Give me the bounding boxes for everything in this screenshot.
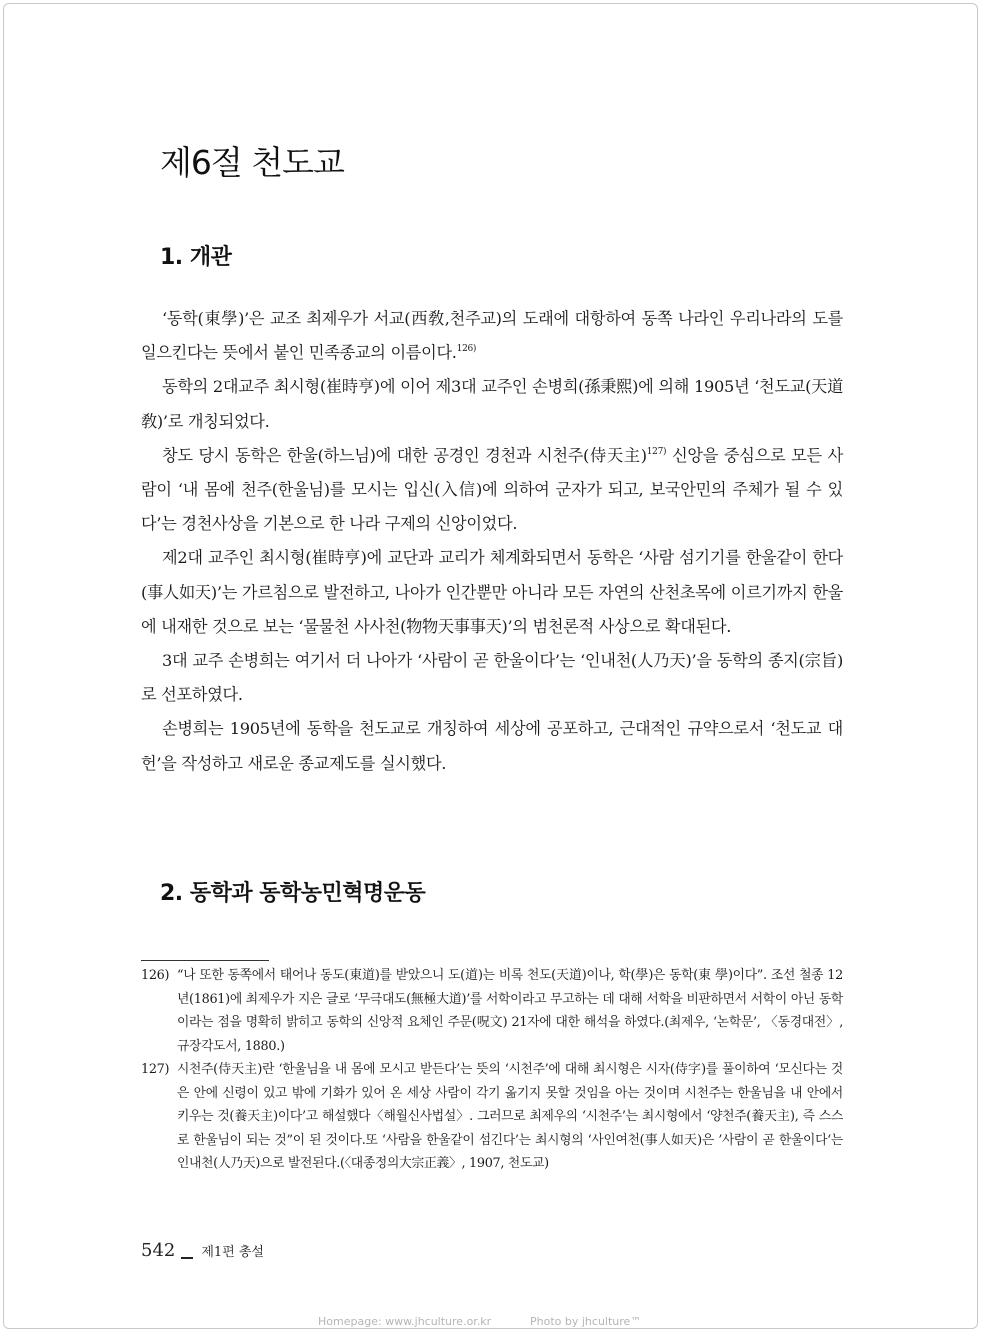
section-heading-donghak: 2. 동학과 동학농민혁명운동	[160, 881, 426, 906]
paragraph	[141, 302, 843, 370]
page-footer	[141, 1240, 264, 1261]
footnote-126	[141, 964, 843, 1058]
paragraph-text: 창도 당시 동학은 한울(하느님)에 대한 공경인 경천과 시천주(侍天主)	[162, 445, 647, 465]
part-label: 제1편 총설	[201, 1245, 264, 1260]
footnote-divider	[141, 960, 269, 961]
footnote-text: “나 또한 동쪽에서 태어나 동도(東道)를 받았으니 도(道)는 비록 천도(天道)이나, 학(學)은 동학(東 學)이다”. 조선 철종 12년(1861)에 최제우가 지은 글로 ‘무극대도(無極大道)’를 서학이라고 무고하는 데 대해 서학을 비판하면서 서학이 아닌 동학이라는 점을 명확히 밝히고 동학의 신앙적 요체인 주문(呪文) 21자에 대한 해석을 하였다.(최제우, ‘논학문’, 〈동경대전〉, 규장각도서, 1880.)	[177, 968, 843, 1054]
section-heading-overview: 1. 개관	[160, 245, 232, 270]
footnote-ref-127[interactable]: 127)	[646, 446, 667, 457]
paragraph: 3대 교주 손병희는 여기서 더 나아가 ‘사람이 곧 한울이다’는 ‘인내천(人乃天)’을 동학의 종지(宗旨)로 선포하였다.	[141, 651, 843, 705]
paragraph: 제2대 교주인 최시형(崔時亨)에 교단과 교리가 체계화되면서 동학은 ‘사람 섬기기를 한울같이 한다(事人如天)’는 가르침으로 발전하고, 나아가 인간뿐만 아니라 모든 자연의 산천초목에 이르기까지 한울에 내재한 것으로 보는 ‘물물천 사사천(物物天事事天)’의 범천론적 사상으로 확대된다.	[141, 548, 843, 636]
paragraph-text: 신앙을 중심으로 모든 사람이 ‘내 몸에 천주(한울님)를 모시는 입신(入信)에 의하여 군자가 되고, 보국안민의 주체가 될 수 있다’는 경천사상을 기본으로 한 나라 구제의 신앙이었다.	[141, 445, 843, 534]
paragraph: 손병희는 1905년에 동학을 천도교로 개칭하여 세상에 공포하고, 근대적인 규약으로서 ‘천도교 대헌’을 작성하고 새로운 종교제도를 실시했다.	[141, 719, 843, 773]
homepage-watermark: Homepage: www.jhculture.or.kr	[318, 1315, 492, 1328]
footnote-127	[141, 1058, 843, 1176]
footnote-number: 127)	[141, 1062, 170, 1077]
chapter-title: 제6절 천도교	[160, 143, 344, 182]
footnote-text: 시천주(侍天主)란 ‘한울님을 내 몸에 모시고 받든다’는 뜻의 ‘시천주’에 대해 최시형은 시자(侍字)를 풀이하여 ‘모신다는 것은 안에 신령이 있고 밖에 기화가 있어 온 세상 사람이 각기 옮기지 못할 것임을 아는 것이며 시천주는 한울님을 내 안에서 키우는 것(養天主)이다’고 해설했다〈해월신사법설〉. 그러므로 최제우의 ‘시천주’는 최시형에서 ‘양천주(養天主), 즉 스스로 한울님이 되는 것”이 된 것이다.또 ‘사람을 한울같이 섬긴다’는 최시형의 ‘사인여천(事人如天)은 ’사람이 곧 한울이다‘는 인내천(人乃天)으로 발전된다.(〈대종정의大宗正義〉, 1907, 천도교)	[177, 1062, 843, 1171]
paragraph	[141, 439, 843, 542]
page-number: 542	[141, 1240, 176, 1261]
body-text	[141, 302, 843, 781]
paragraph: 동학의 2대교주 최시형(崔時亨)에 이어 제3대 교주인 손병희(孫秉熙)에 의해 1905년 ‘천도교(天道敎)’로 개칭되었다.	[141, 377, 843, 431]
footnotes	[141, 964, 843, 1176]
paragraph-text: ‘동학(東學)’은 교조 최제우가 서교(西敎,천주교)의 도래에 대항하여 동쪽 나라인 우리나라의 도를 일으킨다는 뜻에서 붙인 민족종교의 이름이다.	[141, 309, 843, 363]
footnote-number: 126)	[141, 968, 170, 983]
footnote-ref-126[interactable]: 126)	[456, 344, 477, 355]
footer-divider	[181, 1257, 193, 1259]
photo-credit-watermark: Photo by jhculture™	[530, 1315, 642, 1328]
